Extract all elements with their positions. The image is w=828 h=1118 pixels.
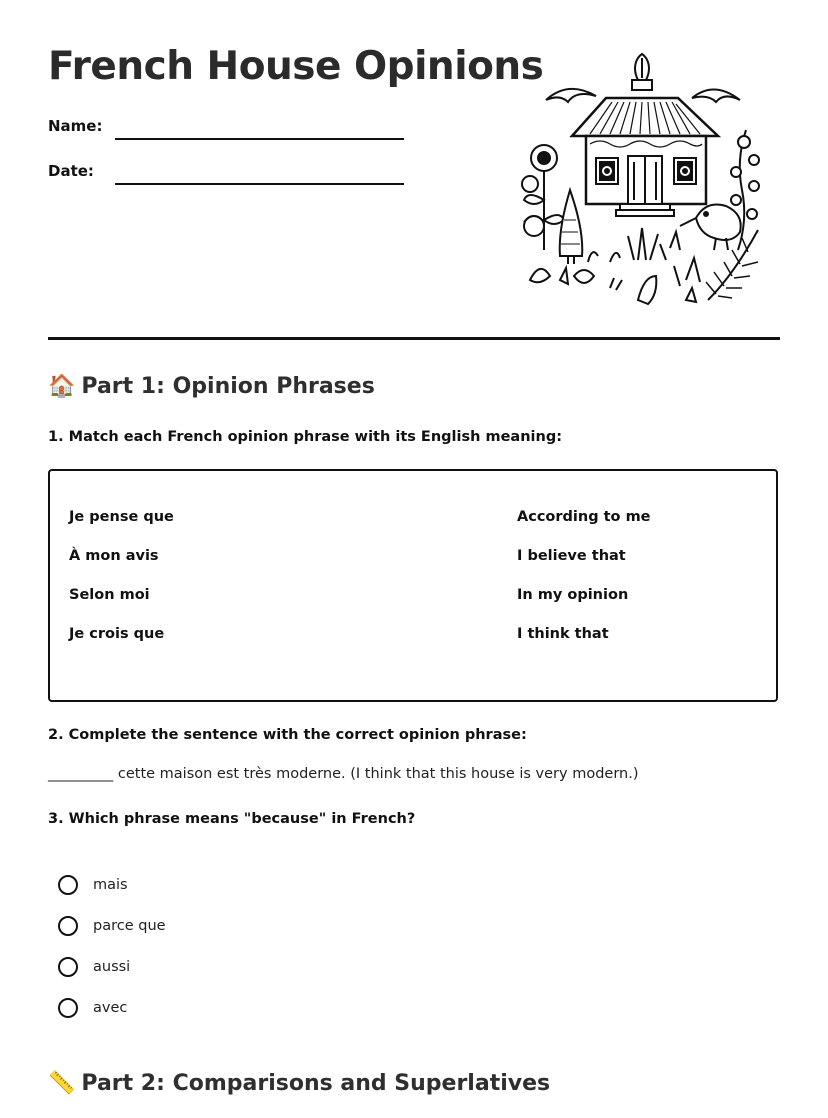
option-label: avec [93, 1000, 128, 1016]
part1-heading-text: Part 1: Opinion Phrases [81, 374, 375, 399]
date-label: Date: [48, 162, 94, 180]
house-garden-illustration [510, 50, 778, 312]
option-label: aussi [93, 959, 131, 975]
french-phrase: Je pense que [69, 509, 174, 525]
english-meaning: I think that [517, 626, 609, 642]
english-meaning: According to me [517, 509, 651, 525]
french-phrase: À mon avis [69, 548, 159, 564]
radio-button[interactable] [58, 957, 78, 977]
part2-heading-text: Part 2: Comparisons and Superlatives [81, 1071, 551, 1096]
question-2-prompt: 2. Complete the sentence with the correct opinion phrase: [48, 727, 527, 743]
option-label: parce que [93, 918, 166, 934]
french-phrase: Selon moi [69, 587, 150, 603]
radio-button[interactable] [58, 875, 78, 895]
ruler-icon: 📏 [48, 1071, 76, 1096]
radio-button[interactable] [58, 998, 78, 1018]
answer-option[interactable] [58, 955, 130, 979]
house-icon: 🏠 [48, 374, 76, 399]
page-title: French House Opinions [48, 44, 544, 89]
name-field[interactable] [115, 138, 404, 140]
radio-button[interactable] [58, 916, 78, 936]
part1-heading [48, 374, 375, 399]
part2-heading [48, 1071, 550, 1096]
header-divider [48, 337, 780, 340]
english-meaning: I believe that [517, 548, 626, 564]
answer-option[interactable] [58, 996, 127, 1020]
date-field[interactable] [115, 183, 404, 185]
answer-option[interactable] [58, 873, 128, 897]
english-meaning: In my opinion [517, 587, 629, 603]
french-phrase: Je crois que [69, 626, 165, 642]
fill-in-sentence: _________ cette maison est très moderne. (I think that this house is very modern.) [48, 766, 639, 782]
answer-option[interactable] [58, 914, 166, 938]
name-label: Name: [48, 117, 103, 135]
matching-box [48, 469, 778, 702]
question-1-prompt: 1. Match each French opinion phrase with its English meaning: [48, 429, 562, 445]
option-label: mais [93, 877, 128, 893]
question-3-prompt: 3. Which phrase means "because" in French? [48, 811, 416, 827]
